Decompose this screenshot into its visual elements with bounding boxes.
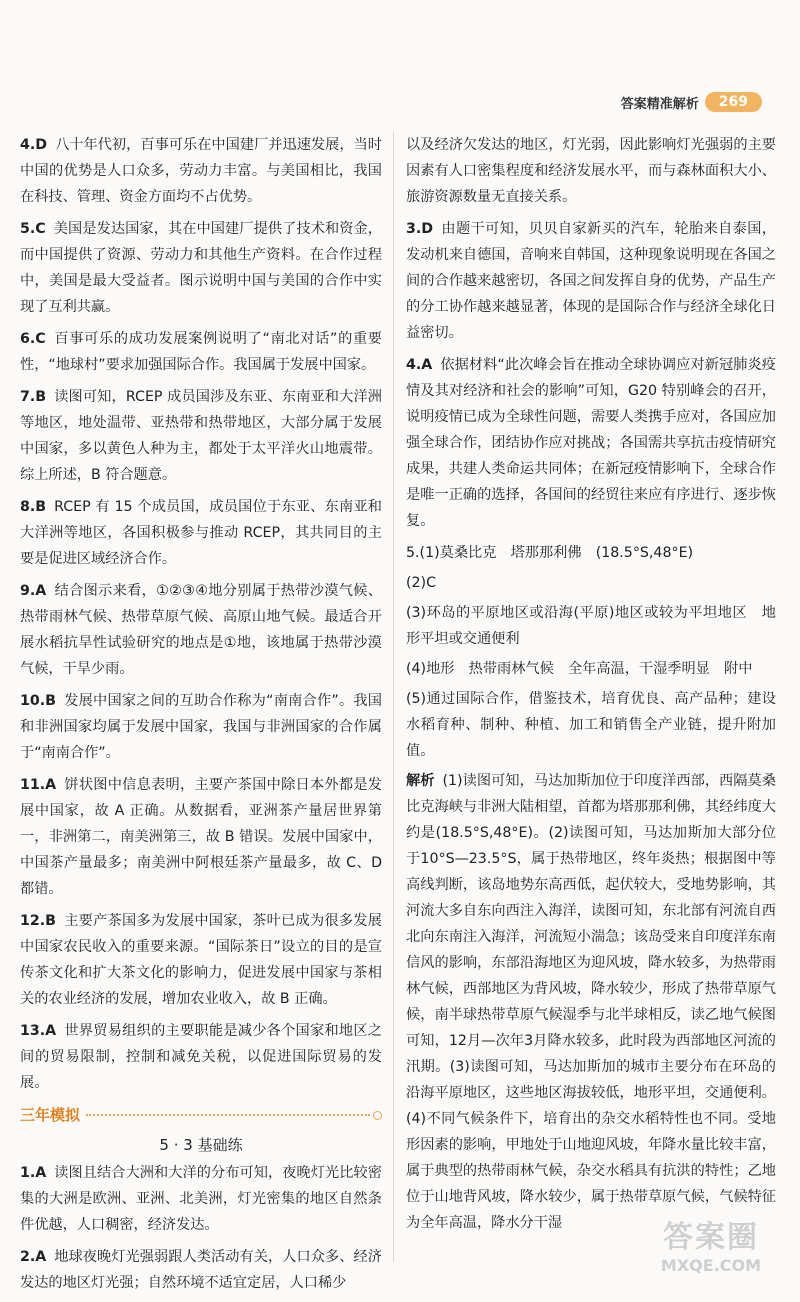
- answer-item: [20, 132, 382, 210]
- left-column: [20, 132, 382, 1302]
- sub-heading: 5 · 3 基础练: [159, 1136, 243, 1154]
- answer-text: RCEP 有 15 个成员国，成员国位于东亚、东南亚和大洋洲等地区，各国积极参与推动 RCEP，其共同目的主要是促进区域经济合作。: [20, 499, 382, 567]
- answer-number: 1.A: [20, 1165, 47, 1181]
- answer-number: 11.A: [20, 777, 57, 793]
- answer-number: 3.D: [406, 221, 434, 237]
- analysis-block: [406, 768, 776, 1236]
- answer-item: [20, 578, 382, 682]
- answer-item: [406, 352, 776, 534]
- answer-text: 主要产茶国多为发展中国家，茶叶已成为很多发展中国家农民收入的重要来源。“国际茶日”设立的目的是宣传茶文化和扩大茶文化的影响力，促进发展中国家与茶相关的农业经济的发展，增加农业收入，故 B 正确。: [20, 913, 382, 1007]
- answer-number: 12.B: [20, 913, 56, 929]
- q5-answer-line: (3)环岛的平原地区或沿海(平原)地区或较为平坦地区 地形平坦或交通便利: [406, 605, 776, 647]
- answer-number: 6.C: [20, 331, 46, 347]
- q5-answer-line: 5.(1)莫桑比克 塔那那利佛 (18.5°S,48°E): [406, 545, 694, 561]
- answer-number: 4.D: [20, 137, 48, 153]
- answer-item: [20, 326, 382, 378]
- answer-text: 读图可知，RCEP 成员国涉及东亚、东南亚和大洋洲等地区，地处温带、亚热带和热带地区，大部分属于发展中国家，多以黄色人种为主，都处于太平洋火山地震带。综上所述，B 符合题意。: [20, 389, 382, 483]
- column-divider: [393, 132, 394, 1262]
- answer-number: 2.A: [20, 1249, 47, 1265]
- answer-number: 7.B: [20, 389, 47, 405]
- section-end-dot: [373, 1111, 382, 1120]
- answer-item: [20, 1018, 382, 1096]
- answer-text: 读图且结合大洲和大洋的分布可知，夜晚灯光比较密集的大洲是欧洲、亚洲、北美洲，灯光密集的地区自然条件优越，人口稠密，经济发达。: [20, 1165, 382, 1233]
- header-title: 答案精准解析: [620, 96, 699, 112]
- answer-number: 13.A: [20, 1023, 57, 1039]
- continued-text: 以及经济欠发达的地区，灯光弱，因此影响灯光强弱的主要因素有人口密集程度和经济发展水平，而与森林面积大小、旅游资源数量无直接关系。: [406, 137, 776, 205]
- answer-number: 10.B: [20, 693, 56, 709]
- answer-item: [20, 384, 382, 488]
- answer-number: 4.A: [406, 357, 433, 373]
- right-column: [406, 132, 776, 1242]
- answer-text: 世界贸易组织的主要职能是减少各个国家和地区之间的贸易限制，控制和减免关税，以促进国际贸易的发展。: [20, 1023, 382, 1091]
- answer-text: 百事可乐的成功发展案例说明了“南北对话”的重要性，“地球村”要求加强国际合作。我国属于发展中国家。: [20, 331, 382, 373]
- answer-item: [20, 1160, 382, 1238]
- answer-number: 5.C: [20, 221, 46, 237]
- answer-text: 依据材料“此次峰会旨在推动全球协调应对新冠肺炎疫情及其对经济和社会的影响”可知，G20 特别峰会的召开，说明疫情已成为全球性问题，需要人类携手应对，各国应加强全球合作，团结协作应对挑战；各国需共享抗击疫情研究成果，共建人类命运共同体；在新冠疫情影响下，全球合作是唯一正确的选择，各国间的经贸往来应有序进行、逐步恢复。: [406, 357, 776, 529]
- analysis-label: 解析: [406, 773, 435, 789]
- q5-answer-line: (4)地形 热带雨林气候 全年高温，干湿季明显 附中: [406, 661, 753, 677]
- answer-number: 8.B: [20, 499, 47, 515]
- watermark-main: 答案圈: [663, 1220, 759, 1255]
- answer-text: 结合图示来看，①②③④地分别属于热带沙漠气候、热带雨林气候、热带草原气候、高原山地气候。最适合开展水稻抗旱性试验研究的地点是①地，该地属于热带沙漠气候，干旱少雨。: [20, 583, 382, 677]
- page-header: [621, 92, 762, 112]
- q5-answer-line: (2)C: [406, 575, 437, 591]
- watermark-url: MXQE.COM: [660, 1256, 762, 1275]
- answer-item: [20, 908, 382, 1012]
- answer-text: 发展中国家之间的互助合作称为“南南合作”。我国和非洲国家均属于发展中国家，我国与非洲国家的合作属于“南南合作”。: [20, 693, 382, 761]
- answer-text: 由题干可知，贝贝自家新买的汽车，轮胎来自泰国，发动机来自德国，音响来自韩国，这种现象说明现在各国之间的合作越来越密切，各国之间发挥自身的优势，产品生产的分工协作越来越显著，体现的是国际合作与经济全球化日益密切。: [406, 221, 776, 341]
- page-number-badge: 269: [705, 92, 762, 112]
- answer-item: [406, 216, 776, 346]
- answer-text: 美国是发达国家，其在中国建厂提供了技术和资金，而中国提供了资源、劳动力和其他生产资料。在合作过程中，美国是最大受益者。图示说明中国与美国的合作中实现了互利共赢。: [20, 221, 382, 315]
- section-banner: [20, 1102, 382, 1128]
- section-dotted-line: [86, 1114, 370, 1116]
- q5-answer-line: (5)通过国际合作，借鉴技术，培育优良、高产品种；建设水稻育种、制种、种植、加工和销售全产业链，提升附加值。: [406, 691, 776, 759]
- answer-item: [20, 1244, 382, 1296]
- answer-number: 9.A: [20, 583, 47, 599]
- analysis-text: (1)读图可知，马达加斯加位于印度洋西部，西隔莫桑比克海峡与非洲大陆相望，首都为塔那那利佛，其经纬度大约是(18.5°S,48°E)。(2)读图可知，马达加斯加大部分位于10°S—23.5°S，属于热带地区，终年炎热；根据图中等高线判断，该岛地势东高西低，起伏较大，受地势影响，其河流大多自东向西注入海洋，读图可知，东北部有河流自西北向东南注入海洋，河流短小湍急；该岛受来自印度洋东南信风的影响，东部沿海地区为迎风坡，降水较多，为热带雨林气候，西部地区为背风坡，降水较少，形成了热带草原气候，南半球热带草原气候湿季与北半球相反，读乙地气候图可知，12月—次年3月降水较多，此时段为西部地区河流的汛期。(3)读图可知，马达加斯加的城市主要分布在环岛的沿海平原地区，这些地区海拔较低，地形平坦，交通便利。(4)不同气候条件下，培育出的杂交水稻特性也不同。受地形因素的影响，甲地处于山地迎风坡，年降水量比较丰富，属于典型的热带雨林气候，杂交水稻具有抗洪的特性；乙地位于山地背风坡，降水较少，属于热带草原气候，气候特征为全年高温，降水分干湿: [406, 773, 776, 1231]
- answer-item: [20, 688, 382, 766]
- watermark-logo: [636, 1212, 786, 1282]
- section-title: 三年模拟: [20, 1106, 81, 1124]
- answer-item: [20, 772, 382, 902]
- answer-text: 饼状图中信息表明，主要产茶国中除日本外都是发展中国家，故 A 正确。从数据看，亚洲茶产量居世界第一，非洲第二，南美洲第三，故 B 错误。发展中国家中，中国茶产量最多；南美洲中阿根廷茶产量最多，故 C、D 都错。: [20, 777, 382, 897]
- answer-item: [20, 216, 382, 320]
- answer-item: [20, 494, 382, 572]
- answer-text: 八十年代初，百事可乐在中国建厂并迅速发展，当时中国的优势是人口众多，劳动力丰富。与美国相比，我国在科技、管理、资金方面均不占优势。: [20, 137, 382, 205]
- answer-text: 地球夜晚灯光强弱跟人类活动有关，人口众多、经济发达的地区灯光强；自然环境不适宜定居，人口稀少: [20, 1249, 382, 1291]
